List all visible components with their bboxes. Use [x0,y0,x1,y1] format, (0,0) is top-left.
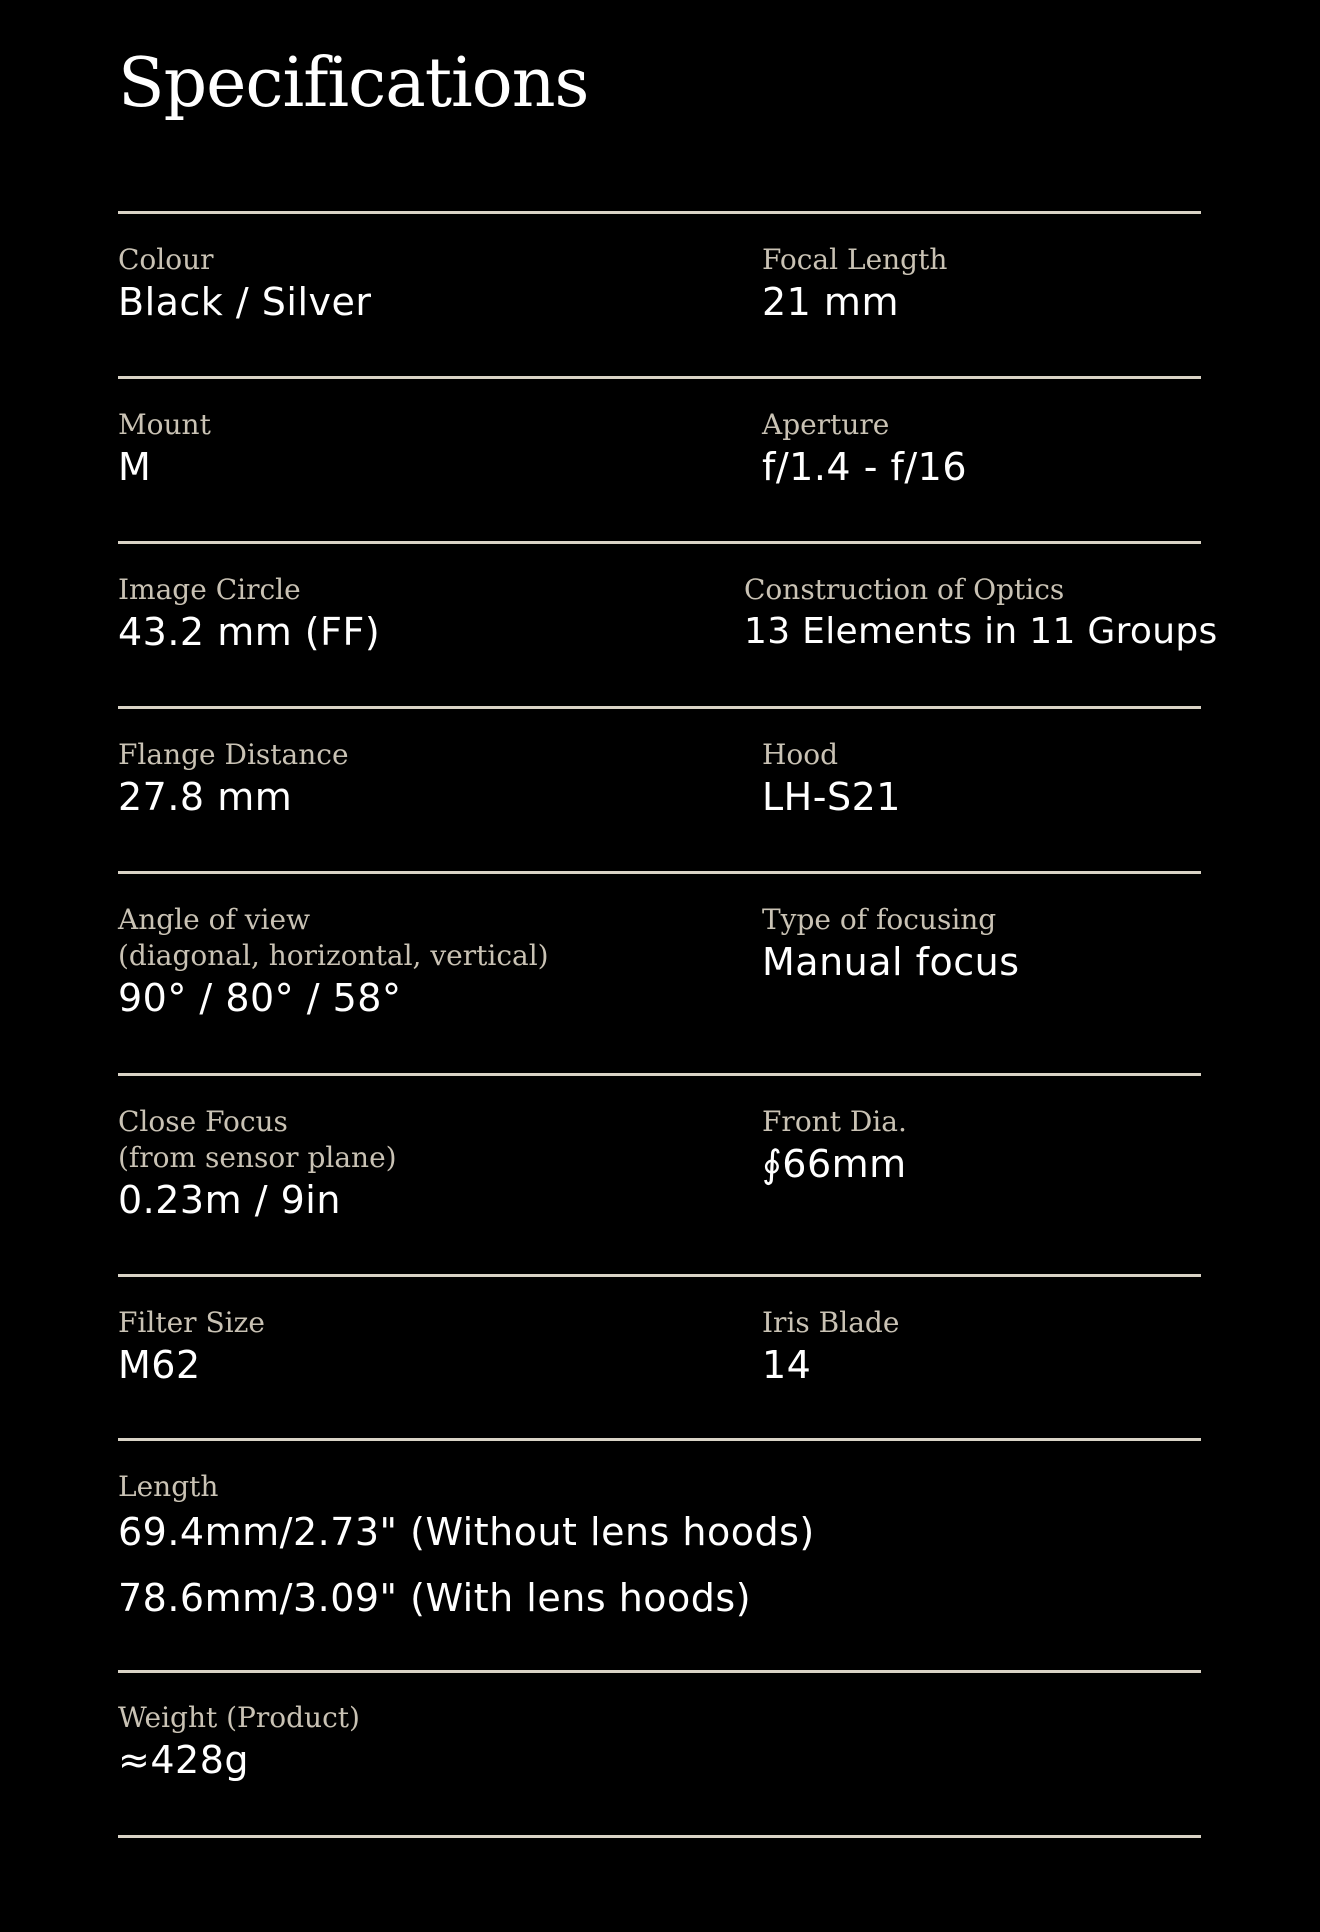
divider [118,1073,1201,1076]
spec-front-dia [762,1104,907,1188]
spec-label: Length [118,1470,219,1503]
spec-sublabel: (from sensor plane) [118,1141,397,1174]
spec-length [118,1469,815,1631]
spec-value: 90° / 80° / 58° [118,976,402,1020]
spec-value-without-hood: 69.4mm/2.73" (Without lens hoods) [118,1510,815,1554]
divider [118,541,1201,544]
spec-value: Manual focus [762,940,1020,984]
divider [118,1274,1201,1277]
spec-value: 14 [762,1343,812,1387]
divider [118,1438,1201,1441]
spec-colour [118,242,372,326]
spec-close-focus [118,1104,397,1224]
spec-label: Construction of Optics [744,573,1065,606]
spec-label: Colour [118,243,214,276]
divider [118,211,1201,214]
spec-value: 13 Elements in 11 Groups [744,611,1218,652]
spec-value: M62 [118,1343,201,1387]
spec-angle-of-view [118,902,549,1022]
spec-label: Aperture [762,408,890,441]
spec-weight [118,1700,360,1784]
divider [118,706,1201,709]
spec-label: Iris Blade [762,1306,900,1339]
spec-value: ∮66mm [762,1142,907,1186]
spec-value: f/1.4 - f/16 [762,445,968,489]
divider [118,871,1201,874]
spec-sublabel: (diagonal, horizontal, vertical) [118,939,549,972]
spec-value: 27.8 mm [118,775,293,819]
spec-aperture [762,407,967,491]
divider [118,1835,1201,1838]
divider [118,1670,1201,1673]
spec-value: 0.23m / 9in [118,1178,341,1222]
spec-filter-size [118,1305,265,1389]
spec-label: Focal Length [762,243,948,276]
page-title: Specifications [118,44,589,123]
spec-focal-length [762,242,947,326]
spec-value: LH-S21 [762,775,901,819]
spec-value: Black / Silver [118,280,372,324]
spec-label: Type of focusing [762,903,997,936]
spec-value: 21 mm [762,280,899,324]
spec-value: 43.2 mm (FF) [118,610,381,654]
spec-construction-of-optics [744,572,1218,656]
spec-label: Mount [118,408,211,441]
spec-label: Angle of view [118,903,311,936]
spec-label: Image Circle [118,573,301,606]
spec-mount [118,407,211,491]
spec-iris-blade [762,1305,899,1389]
spec-value: ≈428g [118,1738,249,1782]
spec-label: Flange Distance [118,738,349,771]
spec-label: Front Dia. [762,1105,907,1138]
divider [118,376,1201,379]
spec-label: Hood [762,738,839,771]
spec-hood [762,737,901,821]
spec-value: M [118,445,152,489]
spec-label: Weight (Product) [118,1701,360,1734]
spec-label: Close Focus [118,1105,288,1138]
spec-value-with-hood: 78.6mm/3.09" (With lens hoods) [118,1576,752,1620]
spec-image-circle [118,572,380,656]
spec-flange-distance [118,737,349,821]
spec-label: Filter Size [118,1306,265,1339]
spec-type-of-focusing [762,902,1020,986]
